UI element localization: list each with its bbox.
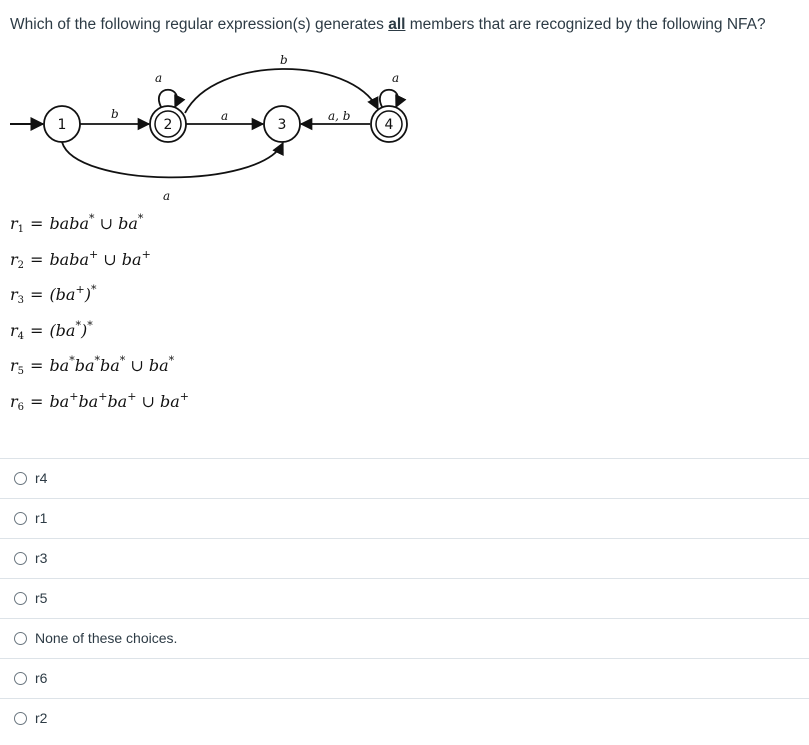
state-4-label: 4 — [384, 117, 394, 133]
choice-item[interactable] — [0, 578, 809, 618]
expression-r4: $r_4 = (ba^*)^*$ — [10, 318, 93, 342]
edge-2-loop — [159, 90, 177, 107]
state-1 — [44, 106, 80, 142]
expression-r5: $r_5 = ba^*ba^*ba^*$ ∪ ba* — [10, 354, 175, 377]
edge-2-4-label: b — [280, 53, 288, 67]
edge-4-3-label: a, b — [328, 109, 351, 123]
choice-label[interactable]: None of these choices. — [35, 630, 178, 646]
state-2-label: 2 — [163, 117, 173, 133]
radio-button[interactable] — [14, 672, 27, 685]
edge-4-loop — [380, 90, 398, 107]
state-1-label: 1 — [57, 117, 67, 133]
state-4 — [371, 106, 407, 142]
choice-item[interactable] — [0, 538, 809, 578]
radio-button[interactable] — [14, 472, 27, 485]
question-emphasis: all — [388, 16, 406, 33]
expression-r3: $r_3 = (ba^+)^*$ — [10, 283, 97, 306]
edge-1-3-label: a — [163, 189, 171, 203]
radio-button[interactable] — [14, 592, 27, 605]
nfa-diagram — [0, 40, 420, 210]
edge-1-3 — [62, 142, 283, 177]
radio-button[interactable] — [14, 552, 27, 565]
choice-label[interactable]: r4 — [35, 470, 48, 486]
expression-r6: $r_6 = ba^+ba^+ba^+$ ∪ ba+ — [10, 389, 190, 413]
choice-item[interactable] — [0, 458, 809, 498]
radio-button[interactable] — [14, 632, 27, 645]
expression-r1: $r_1$ = baba* ∪ ba* — [10, 212, 144, 235]
choice-label[interactable]: r5 — [35, 590, 48, 606]
choice-item[interactable] — [0, 618, 809, 658]
question-text — [10, 16, 800, 34]
edge-4-loop-label: a — [392, 71, 400, 85]
radio-button[interactable] — [14, 512, 27, 525]
edge-2-3-label: a — [221, 109, 229, 123]
choice-label[interactable]: r2 — [35, 710, 48, 726]
choice-label[interactable]: r6 — [35, 670, 48, 686]
state-3 — [264, 106, 300, 142]
question-suffix: members that are recognized by the following NFA? — [405, 16, 766, 33]
choice-item[interactable] — [0, 698, 809, 738]
edge-2-loop-label: a — [155, 71, 163, 85]
edge-1-2-label: b — [111, 107, 119, 121]
expression-r2: $r_2$ = baba+ ∪ ba+ — [10, 247, 151, 271]
question-prefix: Which of the following regular expression(s) generates — [10, 16, 389, 33]
choice-item[interactable] — [0, 498, 809, 538]
choice-item[interactable] — [0, 658, 809, 698]
choice-label[interactable]: r3 — [35, 550, 48, 566]
state-3-label: 3 — [277, 117, 287, 133]
choice-label[interactable]: r1 — [35, 510, 48, 526]
state-2 — [150, 106, 186, 142]
radio-button[interactable] — [14, 712, 27, 725]
